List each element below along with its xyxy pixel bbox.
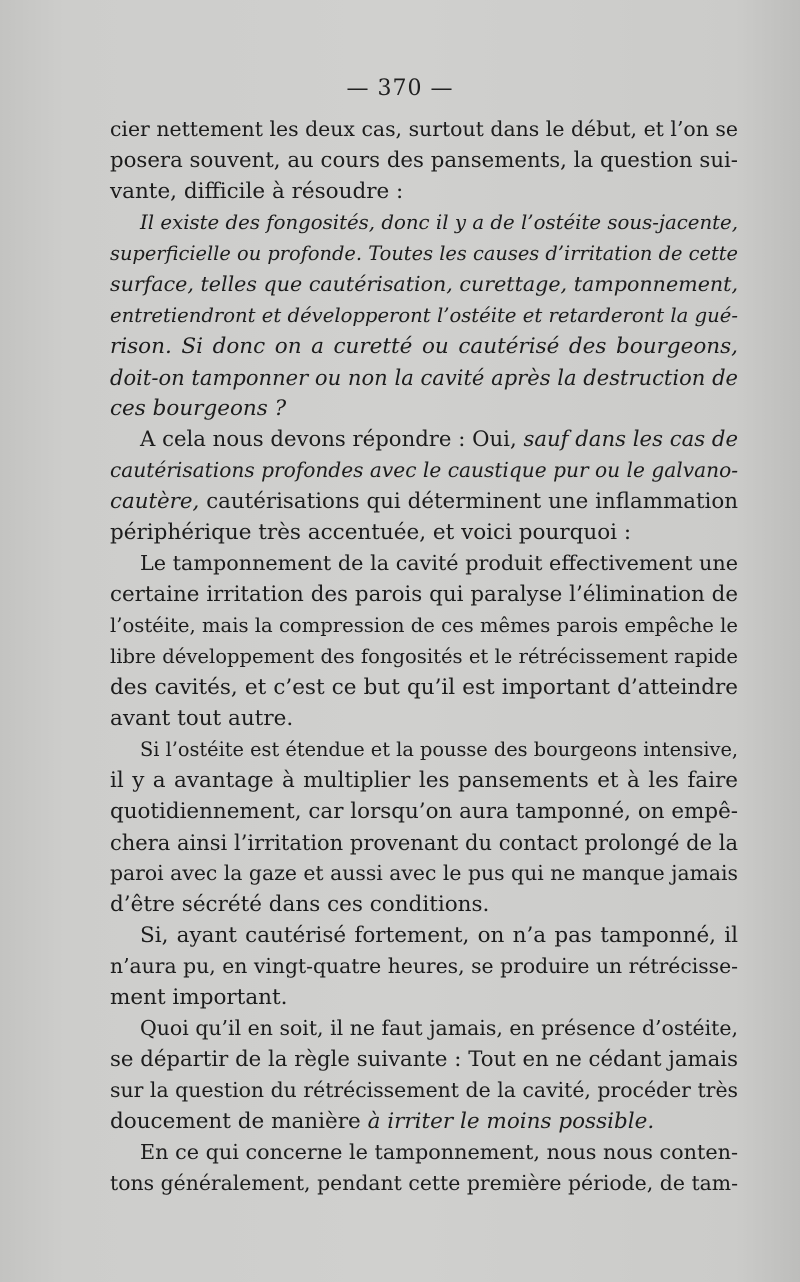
text-line: [110, 734, 738, 765]
text-span: périphérique très accentuée, et voici pourquoi :: [110, 520, 632, 545]
text-line: [110, 486, 738, 517]
italic-text: cautère,: [110, 489, 200, 514]
text-line: [110, 641, 738, 672]
italic-text: doit-on tamponner ou non la cavité après la destruction de: [110, 365, 738, 390]
text-line: [110, 269, 738, 300]
text-span: se départir de la règle suivante : Tout en ne cédant jamais: [110, 1047, 738, 1072]
text-span: des cavités, et c’est ce but qu’il est important d’atteindre: [110, 675, 738, 700]
body-text: [110, 114, 738, 1199]
text-span: d’être sécrété dans ces conditions.: [110, 892, 490, 917]
text-line: [110, 176, 738, 207]
text-line: [110, 951, 738, 982]
text-line: [110, 1106, 738, 1137]
text-line: [110, 207, 738, 238]
text-line: [110, 889, 738, 920]
text-span: vante, difficile à résoudre :: [110, 179, 404, 204]
text-span: l’ostéite, mais la compression de ces mêmes parois empêche le: [110, 614, 738, 637]
text-line: [110, 1013, 738, 1044]
text-line: [110, 548, 738, 579]
text-line: [110, 796, 738, 827]
text-line: [110, 920, 738, 951]
text-span: chera ainsi l’irritation provenant du contact prolongé de la: [110, 830, 738, 855]
italic-text: surface, telles que cautérisation, curettage, tamponnement,: [110, 272, 738, 296]
text-line: [110, 982, 738, 1013]
text-span: En ce qui concerne le tamponnement, nous nous conten-: [140, 1140, 738, 1164]
text-span: certaine irritation des parois qui paralyse l’élimination de: [110, 582, 738, 607]
text-span: libre développement des fongosités et le rétrécissement rapide: [110, 645, 738, 668]
text-line: [110, 858, 738, 889]
text-span: paroi avec la gaze et aussi avec le pus qui ne manque jamais: [110, 861, 738, 885]
text-line: [110, 114, 738, 145]
text-span: ment important.: [110, 985, 288, 1010]
text-span: cautérisations qui déterminent une inflammation: [199, 489, 738, 514]
italic-text: cautérisations profondes avec le caustique pur ou le galvano-: [110, 458, 738, 482]
text-line: [110, 579, 738, 610]
italic-text: rison. Si donc on a curetté ou cautérisé des bourgeons,: [110, 334, 738, 359]
text-span: Quoi qu’il en soit, il ne faut jamais, en présence d’ostéite,: [140, 1016, 738, 1040]
text-span: Si l’ostéite est étendue et la pousse des bourgeons intensive,: [140, 738, 738, 761]
text-span: posera souvent, au cours des pansements, la question sui-: [110, 148, 738, 173]
text-span: n’aura pu, en vingt-quatre heures, se produire un rétrécisse-: [110, 954, 738, 978]
text-line: [110, 827, 738, 858]
italic-text: ces bourgeons ?: [110, 396, 287, 421]
text-line: [110, 1075, 738, 1106]
text-line: [110, 362, 738, 393]
text-span: il y a avantage à multiplier les pansements et à les faire: [110, 768, 738, 793]
italic-text: entretiendront et développeront l’ostéite et retarderont la gué-: [110, 304, 738, 327]
italic-text: à irriter le moins possible.: [367, 1109, 655, 1134]
text-line: [110, 145, 738, 176]
text-span: avant tout autre.: [110, 706, 294, 731]
text-span: tons généralement, pendant cette première période, de tam-: [110, 1171, 738, 1195]
italic-text: Il existe des fongosités, donc il y a de l’ostéite sous-jacente,: [140, 211, 738, 234]
text-span: doucement de manière: [110, 1109, 368, 1134]
text-line: [110, 610, 738, 641]
text-line: [110, 517, 738, 548]
text-span: Le tamponnement de la cavité produit effectivement une: [140, 551, 738, 575]
text-line: [110, 765, 738, 796]
text-line: [110, 424, 738, 455]
text-line: [110, 300, 738, 331]
text-span: cier nettement les deux cas, surtout dans le début, et l’on se: [110, 117, 738, 141]
text-line: [110, 703, 738, 734]
italic-text: superficielle ou profonde. Toutes les causes d’irritation de cette: [110, 242, 738, 265]
text-span: Si, ayant cautérisé fortement, on n’a pas tamponné, il: [140, 923, 738, 948]
text-line: [110, 1044, 738, 1075]
text-line: [110, 455, 738, 486]
text-line: [110, 672, 738, 703]
text-span: quotidiennement, car lorsqu’on aura tamponné, on empê-: [110, 799, 738, 824]
text-line: [110, 1137, 738, 1168]
page-number: — 370 —: [346, 76, 454, 101]
text-span: A cela nous devons répondre : Oui,: [140, 427, 524, 452]
text-line: [110, 1168, 738, 1199]
italic-text: sauf dans les cas de: [523, 427, 738, 452]
text-line: [110, 393, 738, 424]
text-span: sur la question du rétrécissement de la cavité, procéder très: [110, 1078, 738, 1102]
text-line: [110, 238, 738, 269]
text-line: [110, 331, 738, 362]
